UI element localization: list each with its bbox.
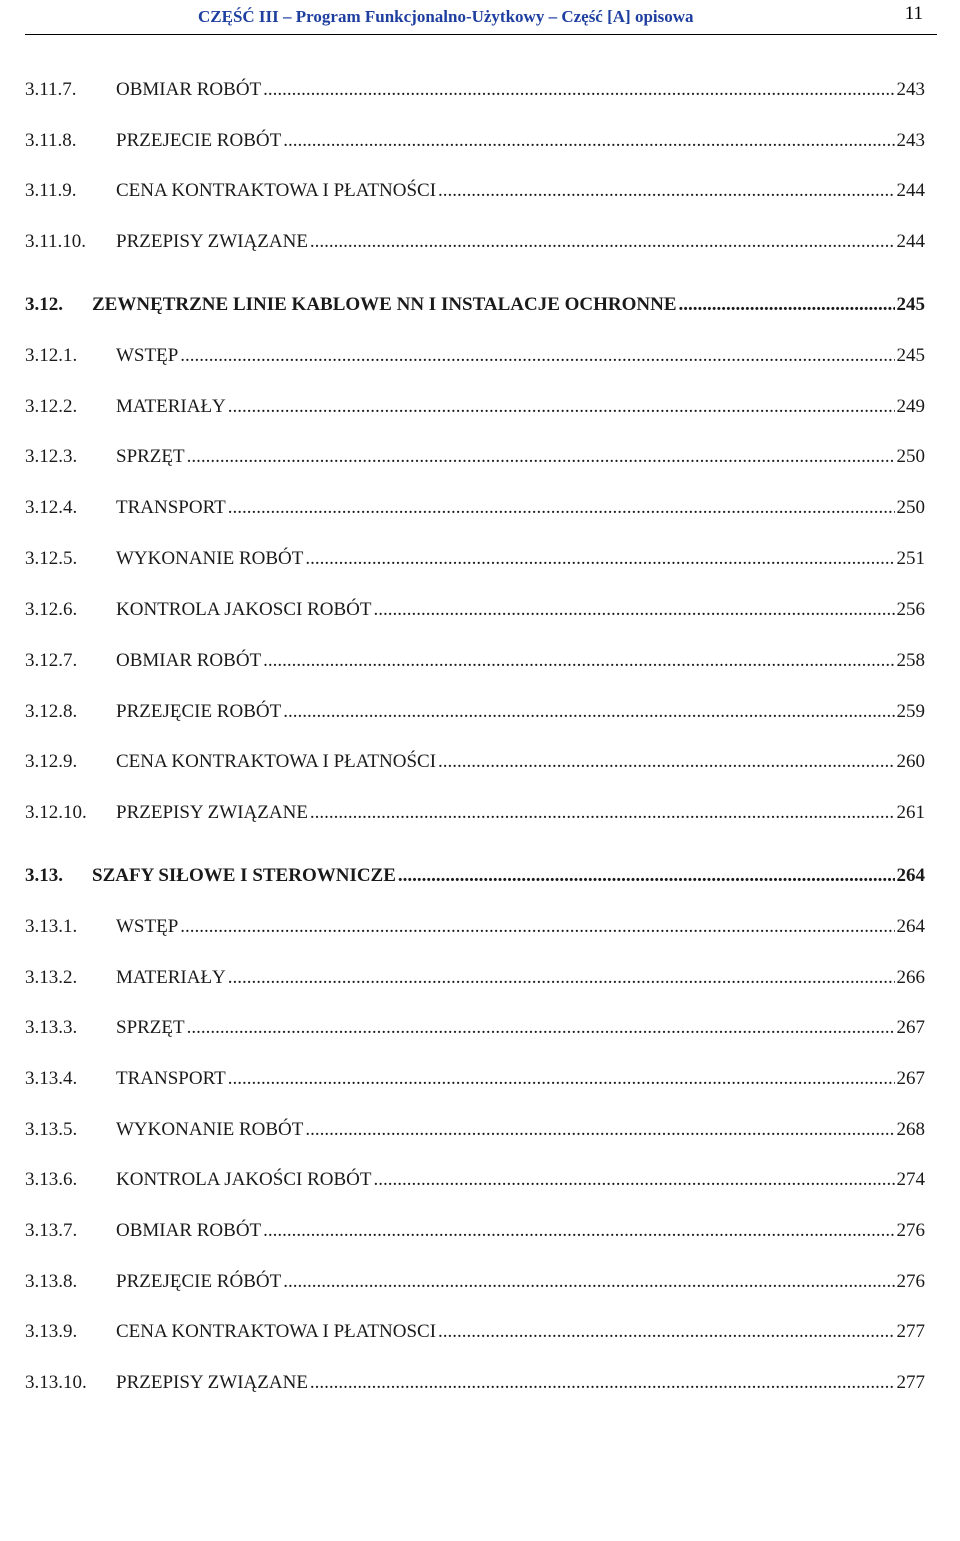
toc-entry-page: 261	[896, 802, 925, 823]
toc-entry[interactable]	[25, 965, 925, 991]
toc-dot-leader	[228, 394, 895, 420]
page-number: 11	[904, 3, 923, 24]
toc-entry-number: 3.11.7.	[25, 79, 77, 100]
toc-entry-page: 268	[896, 1119, 925, 1140]
toc-entry-page: 251	[896, 548, 925, 569]
toc-entry-line	[116, 546, 925, 572]
toc-entry-line	[116, 178, 925, 204]
toc-entry-line	[116, 1370, 925, 1396]
toc-entry-page: 250	[896, 446, 925, 467]
toc-entry-title: SPRZĘT	[116, 1017, 185, 1038]
toc-entry-number: 3.13.7.	[25, 1220, 78, 1241]
toc-entry[interactable]	[25, 1117, 925, 1143]
toc-entry-page: 266	[896, 967, 925, 988]
toc-entry[interactable]	[25, 1167, 925, 1193]
toc-entry-page: 256	[896, 599, 925, 620]
toc-entry-title: SPRZĘT	[116, 446, 185, 467]
toc-entry[interactable]	[25, 800, 925, 826]
toc-entry-line	[92, 292, 925, 318]
toc-entry-page: 277	[896, 1321, 925, 1342]
toc-entry-number: 3.13.10.	[25, 1372, 87, 1393]
toc-entry-number: 3.12.4.	[25, 497, 78, 518]
toc-entry-line	[116, 699, 925, 725]
toc-entry-number: 3.12.6.	[25, 599, 78, 620]
toc-entry-page: 244	[896, 231, 925, 252]
toc-entry-line	[116, 965, 925, 991]
toc-entry[interactable]	[25, 178, 925, 204]
toc-entry-page: 264	[896, 865, 925, 886]
toc-entry-title: TRANSPORT	[116, 497, 226, 518]
toc-entry-title: KONTROLA JAKOŚCI ROBÓT	[116, 1169, 372, 1190]
toc-entry-line	[116, 749, 925, 775]
toc-entry-number: 3.13.1.	[25, 916, 78, 937]
toc-entry[interactable]	[25, 546, 925, 572]
toc-dot-leader	[263, 1218, 894, 1244]
toc-entry[interactable]	[25, 597, 925, 623]
toc-entry-title: CENA KONTRAKTOWA I PŁATNOŚCI	[116, 180, 437, 201]
toc-entry-page: 249	[896, 396, 925, 417]
toc-entry-line	[116, 1066, 925, 1092]
toc-entry-page: 245	[896, 294, 925, 315]
toc-entry-line	[116, 648, 925, 674]
toc-entry-title: WSTĘP	[116, 916, 179, 937]
toc-dot-leader	[310, 229, 895, 255]
toc-entry-title: PRZEJĘCIE ROBÓT	[116, 701, 282, 722]
toc-dot-leader	[263, 648, 894, 674]
toc-entry-page: 244	[896, 180, 925, 201]
toc-entry-line	[116, 229, 925, 255]
toc-entry-title: MATERIAŁY	[116, 967, 226, 988]
toc-entry-title: PRZEPISY ZWIĄZANE	[116, 802, 308, 823]
toc-dot-leader	[283, 128, 894, 154]
toc-entry-number: 3.12.	[25, 294, 63, 315]
toc-entry-number: 3.12.10.	[25, 802, 87, 823]
toc-entry-number: 3.13.3.	[25, 1017, 78, 1038]
toc-entry[interactable]	[25, 1269, 925, 1295]
toc-entry-title: PRZEJECIE ROBÓT	[116, 130, 282, 151]
toc-entry-number: 3.13.5.	[25, 1119, 78, 1140]
toc-entry[interactable]	[25, 648, 925, 674]
toc-entry-title: OBMIAR ROBÓT	[116, 650, 262, 671]
toc-entry-number: 3.12.8.	[25, 701, 78, 722]
toc-entry[interactable]	[25, 1015, 925, 1041]
toc-entry-line	[116, 77, 925, 103]
toc-dot-leader	[263, 77, 894, 103]
toc-entry-line	[116, 1015, 925, 1041]
toc-entry[interactable]	[25, 749, 925, 775]
toc-dot-leader	[305, 546, 894, 572]
toc-entry-number: 3.12.9.	[25, 751, 78, 772]
toc-entry[interactable]	[25, 394, 925, 420]
toc-entry-title: MATERIAŁY	[116, 396, 226, 417]
toc-entry-title: OBMIAR ROBÓT	[116, 1220, 262, 1241]
header-title: CZĘŚĆ III – Program Funkcjonalno-Użytkowy – Część [A] opisowa	[198, 7, 694, 26]
toc-entry-title: ZEWNĘTRZNE LINIE KABLOWE NN I INSTALACJE OCHRONNE	[92, 294, 677, 315]
toc-dot-leader	[373, 1167, 894, 1193]
toc-entry-number: 3.11.9.	[25, 180, 77, 201]
toc-dot-leader	[310, 800, 895, 826]
toc-dot-leader	[438, 749, 894, 775]
toc-entry-number: 3.13.2.	[25, 967, 78, 988]
toc-entry-line	[116, 495, 925, 521]
toc-entry-title: CENA KONTRAKTOWA I PŁATNOŚCI	[116, 751, 437, 772]
toc-entry-page: 259	[896, 701, 925, 722]
toc-entry-page: 258	[896, 650, 925, 671]
toc-entry-line	[116, 128, 925, 154]
toc-entry-page: 264	[896, 916, 925, 937]
toc-entry-line	[116, 394, 925, 420]
toc-entry-number: 3.12.2.	[25, 396, 78, 417]
toc-dot-leader	[679, 292, 895, 318]
toc-entry-line	[116, 1117, 925, 1143]
toc-entry-page: 276	[896, 1271, 925, 1292]
toc-entry[interactable]	[25, 229, 925, 255]
toc-entry-title: PRZEJĘCIE RÓBÓT	[116, 1271, 282, 1292]
toc-dot-leader	[228, 495, 895, 521]
toc-entry-line	[116, 1218, 925, 1244]
toc-entry-number: 3.12.5.	[25, 548, 78, 569]
toc-entry[interactable]	[25, 343, 925, 369]
toc-entry-line	[116, 1319, 925, 1345]
toc-entry-line	[92, 863, 925, 889]
toc-entry-page: 274	[896, 1169, 925, 1190]
toc-dot-leader	[180, 914, 894, 940]
toc-entry-page: 243	[896, 130, 925, 151]
toc-entry-title: KONTROLA JAKOSCI ROBÓT	[116, 599, 372, 620]
toc-entry-number: 3.13.4.	[25, 1068, 78, 1089]
toc-entry-page: 245	[896, 345, 925, 366]
toc-entry[interactable]	[25, 1319, 925, 1345]
toc-entry-title: CENA KONTRAKTOWA I PŁATNOSCI	[116, 1321, 437, 1342]
toc-entry-number: 3.13.	[25, 865, 63, 886]
toc-entry[interactable]	[25, 914, 925, 940]
toc-entry[interactable]	[25, 699, 925, 725]
toc-dot-leader	[283, 699, 894, 725]
toc-entry-line	[116, 343, 925, 369]
toc-entry-page: 267	[896, 1068, 925, 1089]
toc-entry-line	[116, 444, 925, 470]
toc-entry-page: 260	[896, 751, 925, 772]
toc-entry-title: PRZEPISY ZWIĄZANE	[116, 231, 308, 252]
toc-entry[interactable]	[25, 77, 925, 103]
toc-entry[interactable]	[25, 1066, 925, 1092]
toc-entry-page: 250	[896, 497, 925, 518]
toc-dot-leader	[187, 444, 895, 470]
toc-entry[interactable]	[25, 128, 925, 154]
toc-entry-title: WYKONANIE ROBÓT	[116, 1119, 304, 1140]
toc-entry[interactable]	[25, 292, 925, 318]
toc-entry-line	[116, 1167, 925, 1193]
toc-dot-leader	[283, 1269, 894, 1295]
toc-entry-title: PRZEPISY ZWIĄZANE	[116, 1372, 308, 1393]
toc-entry[interactable]	[25, 495, 925, 521]
toc-entry-title: SZAFY SIŁOWE I STEROWNICZE	[92, 865, 396, 886]
toc-entry[interactable]	[25, 444, 925, 470]
toc-entry-line	[116, 597, 925, 623]
toc-entry-number: 3.13.6.	[25, 1169, 78, 1190]
toc-entry-number: 3.13.8.	[25, 1271, 78, 1292]
toc-entry-page: 243	[896, 79, 925, 100]
toc-entry[interactable]	[25, 1370, 925, 1396]
toc-dot-leader	[187, 1015, 895, 1041]
toc-dot-leader	[438, 178, 894, 204]
toc-entry-line	[116, 914, 925, 940]
toc-dot-leader	[180, 343, 894, 369]
toc-entry-page: 267	[896, 1017, 925, 1038]
toc-dot-leader	[373, 597, 894, 623]
toc-entry-title: WYKONANIE ROBÓT	[116, 548, 304, 569]
toc-entry-number: 3.12.1.	[25, 345, 78, 366]
toc-entry-line	[116, 800, 925, 826]
toc-entry-number: 3.13.9.	[25, 1321, 78, 1342]
toc-entry[interactable]	[25, 863, 925, 889]
toc-entry-page: 277	[896, 1372, 925, 1393]
toc-entry-number: 3.11.10.	[25, 231, 87, 252]
toc-entry-line	[116, 1269, 925, 1295]
toc-entry-page: 276	[896, 1220, 925, 1241]
toc-entry-number: 3.11.8.	[25, 130, 77, 151]
toc-entry-title: WSTĘP	[116, 345, 179, 366]
toc-dot-leader	[438, 1319, 894, 1345]
toc-dot-leader	[398, 863, 895, 889]
toc-dot-leader	[228, 965, 895, 991]
toc-entry-number: 3.12.7.	[25, 650, 78, 671]
toc-entry-title: TRANSPORT	[116, 1068, 226, 1089]
toc-entry-title: OBMIAR ROBÓT	[116, 79, 262, 100]
toc-dot-leader	[228, 1066, 895, 1092]
toc-entry[interactable]	[25, 1218, 925, 1244]
toc-dot-leader	[310, 1370, 895, 1396]
toc-dot-leader	[305, 1117, 894, 1143]
toc-entry-number: 3.12.3.	[25, 446, 78, 467]
